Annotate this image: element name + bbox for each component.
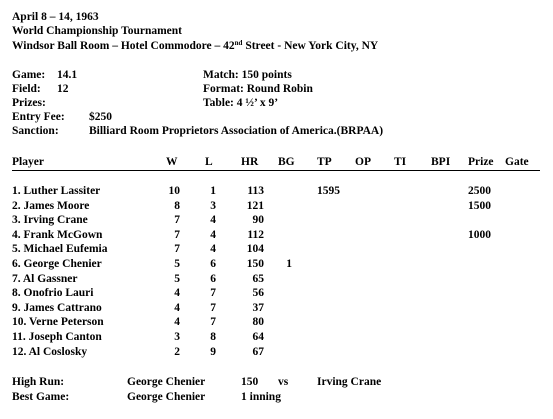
player-wins: 3 <box>174 331 180 343</box>
player-name: 11. Joseph Canton <box>12 331 102 343</box>
high-run-player: George Chenier <box>127 376 206 388</box>
player-prize: 1000 <box>468 229 491 241</box>
header-underline <box>12 170 540 171</box>
player-high-run: 37 <box>252 302 264 314</box>
player-name: 6. George Chenier <box>12 258 102 270</box>
game-value: 14.1 <box>57 69 78 81</box>
player-high-run: 90 <box>252 214 264 226</box>
player-name: 10. Verne Peterson <box>12 316 104 328</box>
player-prize: 1500 <box>468 200 491 212</box>
venue-suffix: Street - New York City, NY <box>242 40 379 52</box>
player-wins: 5 <box>174 273 180 285</box>
high-run-vs: vs <box>278 376 289 388</box>
player-losses: 7 <box>210 302 216 314</box>
player-wins: 7 <box>174 214 180 226</box>
player-total-points: 1595 <box>317 185 340 197</box>
player-losses: 4 <box>210 229 216 241</box>
match-info: Match: 150 points <box>203 69 292 81</box>
player-high-run: 80 <box>252 316 264 328</box>
player-high-run: 104 <box>246 243 264 255</box>
player-name: 9. James Cattrano <box>12 302 102 314</box>
player-losses: 7 <box>210 316 216 328</box>
player-losses: 6 <box>210 258 216 270</box>
player-name: 7. Al Gassner <box>12 273 78 285</box>
tournament-venue <box>12 40 378 53</box>
player-wins: 10 <box>168 185 180 197</box>
player-high-run: 56 <box>252 287 264 299</box>
col-player: Player <box>12 156 44 168</box>
player-high-run: 112 <box>247 229 264 241</box>
player-name: 12. Al Coslosky <box>12 346 88 358</box>
table-info: Table: 4 ½’ x 9’ <box>203 97 279 109</box>
game-label: Game: <box>12 69 46 81</box>
player-losses: 8 <box>210 331 216 343</box>
player-high-run: 150 <box>246 258 264 270</box>
venue-prefix: Windsor Ball Room – Hotel Commodore – 42 <box>12 40 235 52</box>
player-high-run: 67 <box>252 346 264 358</box>
player-prize: 2500 <box>468 185 491 197</box>
best-game-label: Best Game: <box>12 391 70 403</box>
high-run-label: High Run: <box>12 376 65 388</box>
player-high-run: 113 <box>247 185 264 197</box>
high-run-opponent: Irving Crane <box>317 376 382 388</box>
col-bpi: BPI <box>431 156 451 168</box>
player-name: 2. James Moore <box>12 200 90 212</box>
high-run-value: 150 <box>241 376 259 388</box>
player-losses: 6 <box>210 273 216 285</box>
player-losses: 3 <box>210 200 216 212</box>
player-losses: 4 <box>210 243 216 255</box>
player-wins: 5 <box>174 258 180 270</box>
col-w: W <box>166 156 178 168</box>
tournament-dates: April 8 – 14, 1963 <box>12 11 99 23</box>
tournament-name: World Championship Tournament <box>12 25 183 37</box>
entry-fee-value: $250 <box>89 111 112 123</box>
player-name: 8. Onofrio Lauri <box>12 287 94 299</box>
player-high-run: 121 <box>246 200 264 212</box>
venue-superscript: nd <box>234 39 243 47</box>
field-value: 12 <box>57 83 69 95</box>
player-high-run: 65 <box>252 273 264 285</box>
col-l: L <box>205 156 213 168</box>
sanction-value: Billiard Room Proprietors Association of America.(BRPAA) <box>89 125 384 137</box>
col-tp: TP <box>317 156 332 168</box>
col-ti: TI <box>394 156 407 168</box>
col-gate: Gate <box>505 156 529 168</box>
field-label: Field: <box>12 83 41 95</box>
player-name: 1. Luther Lassiter <box>12 185 101 197</box>
col-hr: HR <box>241 156 259 168</box>
player-wins: 7 <box>174 243 180 255</box>
format-info: Format: Round Robin <box>203 83 313 95</box>
player-losses: 4 <box>210 214 216 226</box>
best-game-value: 1 inning <box>241 391 281 403</box>
player-wins: 4 <box>174 302 180 314</box>
player-losses: 1 <box>210 185 216 197</box>
player-best-game: 1 <box>286 258 292 270</box>
player-name: 3. Irving Crane <box>12 214 88 226</box>
player-wins: 8 <box>174 200 180 212</box>
col-op: OP <box>355 156 371 168</box>
player-name: 5. Michael Eufemia <box>12 243 108 255</box>
player-losses: 7 <box>210 287 216 299</box>
entry-fee-label: Entry Fee: <box>12 111 65 123</box>
player-wins: 4 <box>174 287 180 299</box>
sanction-label: Sanction: <box>12 125 59 137</box>
player-wins: 7 <box>174 229 180 241</box>
best-game-player: George Chenier <box>127 391 206 403</box>
prizes-label: Prizes: <box>12 97 46 109</box>
col-prize: Prize <box>468 156 494 168</box>
player-losses: 9 <box>210 346 216 358</box>
player-wins: 4 <box>174 316 180 328</box>
player-wins: 2 <box>174 346 180 358</box>
col-bg: BG <box>278 156 295 168</box>
player-name: 4. Frank McGown <box>12 229 103 241</box>
player-high-run: 64 <box>252 331 264 343</box>
